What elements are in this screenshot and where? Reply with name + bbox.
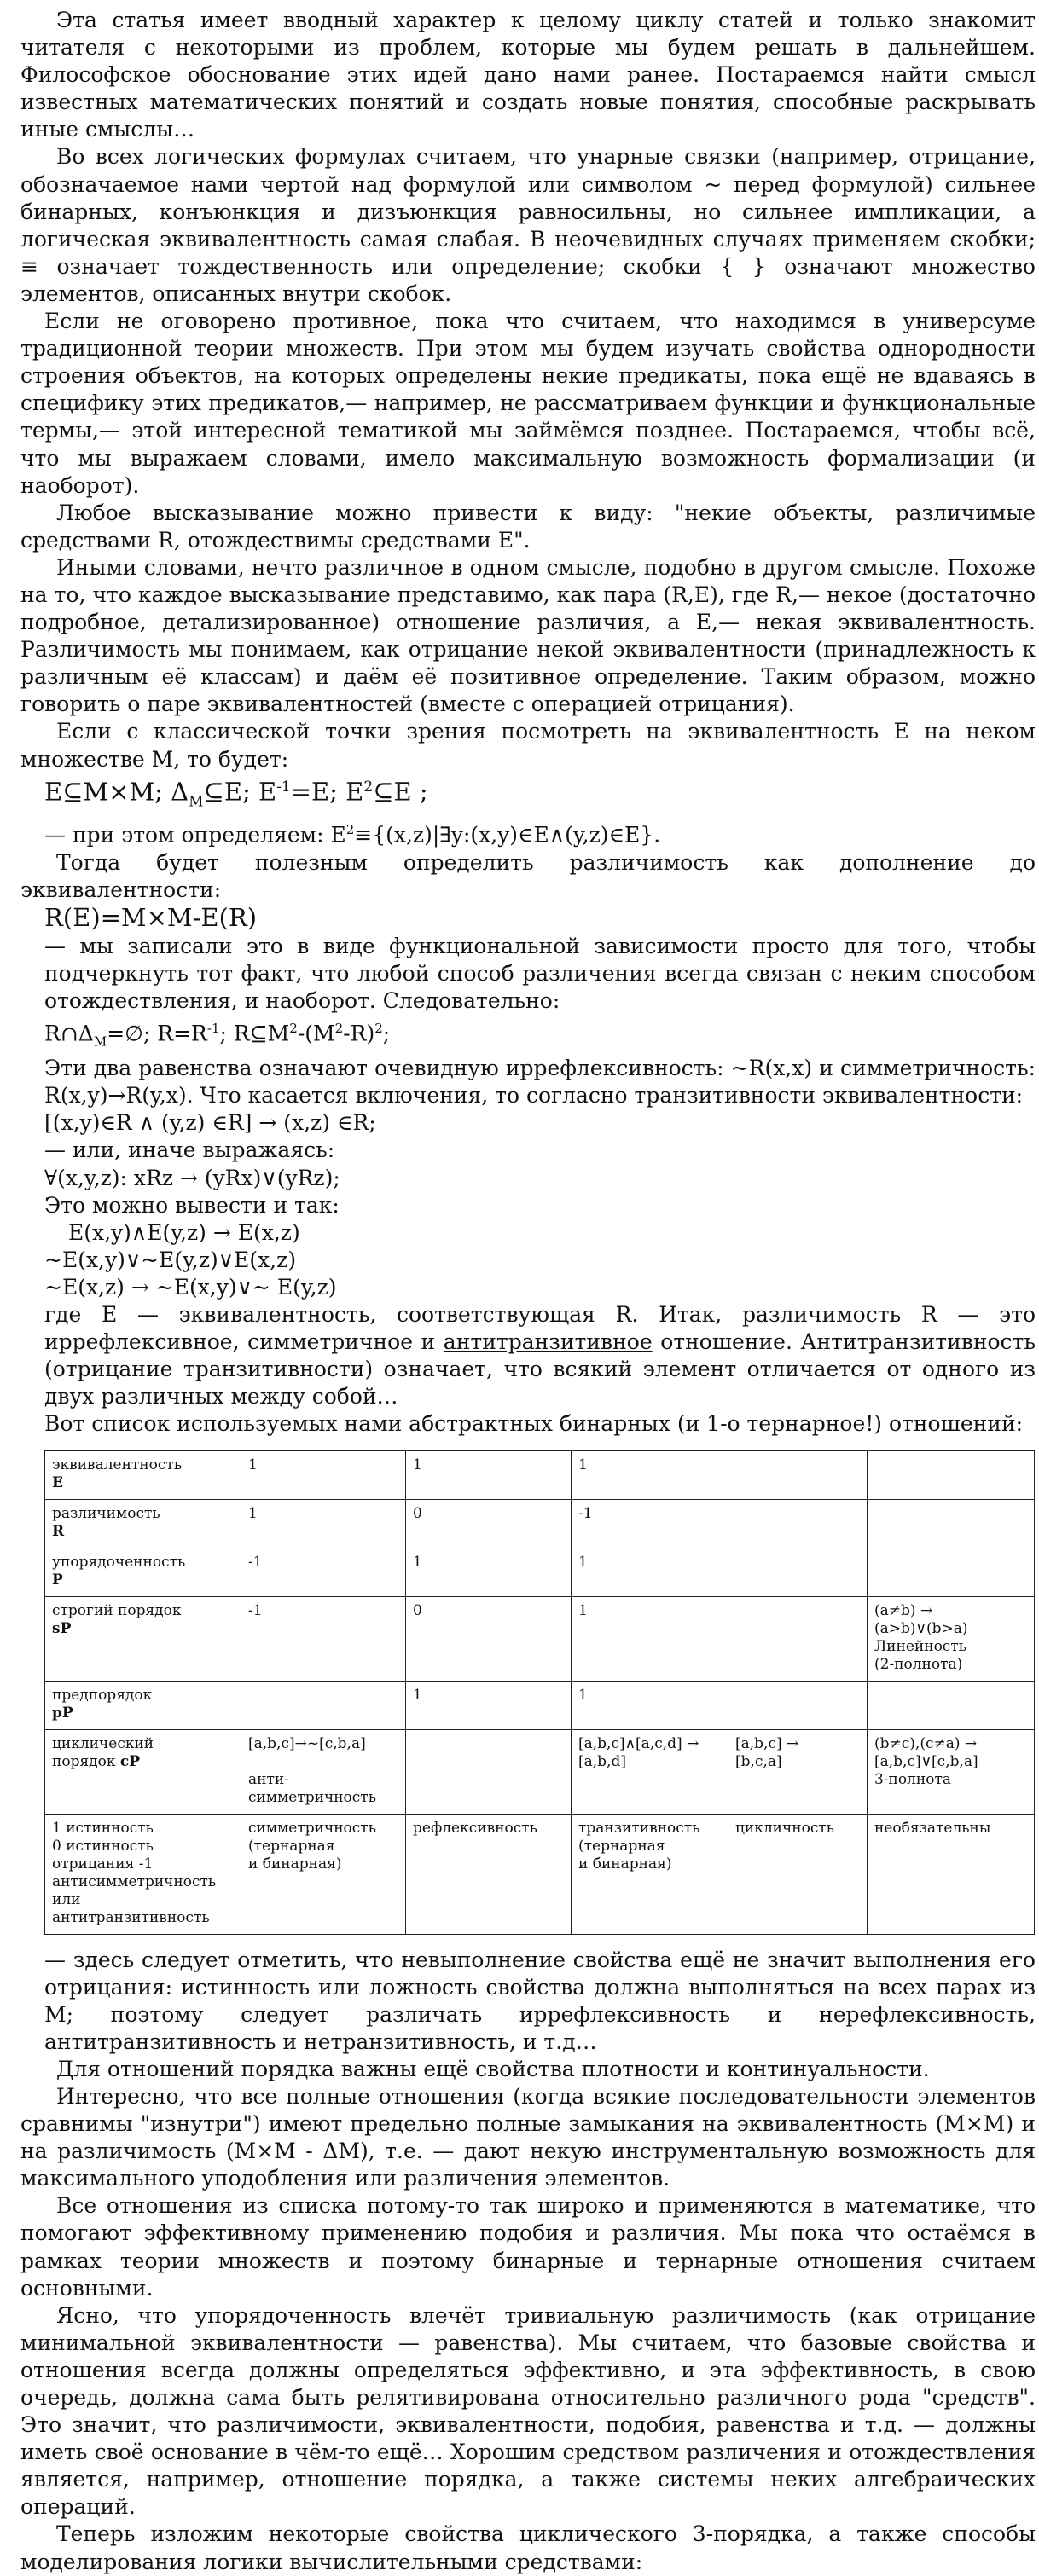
relations-table-body bbox=[45, 1450, 1035, 1934]
formula-part: -R) bbox=[343, 1021, 375, 1046]
line-list: Вот список используемых нами абстрактных бинарных (и 1-о тернарное!) отношений: bbox=[44, 1411, 1024, 1437]
formula-part: ; bbox=[382, 1021, 391, 1046]
formula-antitransitivity: ∀(x,y,z): xRz → (yRx)∨(yRz); bbox=[44, 1165, 340, 1190]
table-cell: необязательны bbox=[868, 1814, 1035, 1934]
table-cell: 1 bbox=[572, 1596, 728, 1681]
relation-name: предпорядок bbox=[52, 1686, 153, 1704]
formula-part: ; R⊆M bbox=[219, 1021, 290, 1046]
table-cell: 1 bbox=[572, 1548, 728, 1596]
formula-r-of-e: R(E)=M×M-E(R) bbox=[44, 903, 258, 933]
table-cell bbox=[868, 1499, 1035, 1548]
relation-name-cell bbox=[45, 1596, 241, 1681]
relation-symbol: E bbox=[52, 1473, 63, 1491]
table-cell: 1 bbox=[241, 1499, 406, 1548]
relation-symbol: pP bbox=[52, 1704, 73, 1722]
relation-name-cell bbox=[45, 1548, 241, 1596]
where-underlined: антитранзитивное bbox=[443, 1329, 653, 1355]
definition-sup: 2 bbox=[345, 822, 355, 838]
formula-sup: 2 bbox=[374, 1020, 383, 1036]
paragraph-intro: Эта статья имеет вводный характер к целому циклу статей и только знакомит читателя с некоторыми из проблем, которые мы будем решать в дальнейшем. Философское обоснование этих идей дано нами ранее. Постараемся найти смысл известных математических понятий и создать новые понятия, способные раскрывать иные смыслы… bbox=[20, 8, 1036, 142]
relation-symbol: P bbox=[52, 1571, 63, 1589]
paragraph-order: Ясно, что упорядоченность влечёт тривиальную различимость (как отрицание минимальной эквивалентности — равенства). Мы считаем, что базовые свойства и отношения всегда должны определяться эффективно, и эта эффективность, в свою очередь, должна сама быть релятивирована относительно различного рода "средств". Это значит, что различимости, эквивалентности, подобия, равенства и т.д. — должны иметь своё основание в чём-то ещё… Хорошим средством различения и отождествления является, например, отношение порядка, а также системы неких алгебраических операций. bbox=[20, 2302, 1036, 2520]
table-cell: 1 bbox=[406, 1548, 572, 1596]
formula-equivalence-properties bbox=[20, 773, 1036, 817]
relation-name-cell bbox=[45, 1814, 241, 1934]
line-or: — или, иначе выражаясь: bbox=[44, 1137, 335, 1163]
paragraph-where bbox=[20, 1301, 1036, 1410]
article bbox=[20, 0, 1036, 2576]
formula-part: ⊆E ; bbox=[373, 777, 428, 807]
relation-symbol: cP bbox=[119, 1752, 141, 1770]
line-useful: Тогда будет полезным определить различимость как дополнение до эквивалентности: bbox=[20, 849, 1036, 902]
table-cell: 0 bbox=[406, 1499, 572, 1548]
where-text-end: отношение. Антитранзитивность (отрицание транзитивности) означает, что всякий элемент отличается от одного из двух различных между собой… bbox=[44, 1329, 1036, 1410]
paragraph-complete-relations: Интересно, что все полные отношения (когда всякие последовательности элементов сравнимы "изнутри") имеют предельно полные замыкания на эквивалентность (M×M) и на различимость (M×M - ΔM), т.е. — дают некую инструментальную возможность для максимального уподобления или различения элементов. bbox=[20, 2083, 1036, 2191]
table-cell bbox=[868, 1681, 1035, 1729]
table-cell: [a,b,c]∧[a,c,d] → [a,b,d] bbox=[572, 1729, 728, 1814]
table-cell: 1 bbox=[406, 1450, 572, 1499]
formula-derivation-2: ~E(x,y)∨~E(y,z)∨E(x,z) bbox=[44, 1247, 297, 1272]
table-cell: (b≠c),(c≠a) → [a,b,c]∨[c,b,a] 3-полнота bbox=[868, 1729, 1035, 1814]
formula-sup: -1 bbox=[206, 1020, 220, 1036]
table-row bbox=[45, 1814, 1035, 1934]
formula-sub: M bbox=[93, 1033, 107, 1050]
formula-part: ⊆E; E bbox=[203, 777, 277, 807]
relation-name: 1 истинность 0 истинность отрицания -1 антисимметричность или антитранзитивность bbox=[52, 1819, 217, 1926]
table-row bbox=[45, 1548, 1035, 1596]
table-cell bbox=[868, 1450, 1035, 1499]
definition-set: ≡{(x,z)|∃y:(x,y)∈E∧(y,z)∈E}. bbox=[354, 822, 661, 848]
formula-sup: -1 bbox=[276, 778, 291, 796]
table-cell: 1 bbox=[572, 1681, 728, 1729]
formula-part: =E; E bbox=[290, 777, 364, 807]
table-cell: 0 bbox=[406, 1596, 572, 1681]
formula-transitivity: [(x,y)∈R ∧ (y,z) ∈R] → (x,z) ∈R; bbox=[44, 1110, 376, 1136]
relations-table bbox=[44, 1450, 1035, 1935]
table-cell: цикличность bbox=[728, 1814, 868, 1934]
table-cell: [a,b,c]→~[c,b,a] анти- симметричность bbox=[241, 1729, 406, 1814]
formula-sup: 2 bbox=[363, 778, 374, 796]
paragraph-density: Для отношений порядка важны ещё свойства плотности и континуальности. bbox=[56, 2056, 930, 2081]
table-cell bbox=[728, 1499, 868, 1548]
table-cell: -1 bbox=[572, 1499, 728, 1548]
relation-name-cell bbox=[45, 1450, 241, 1499]
paragraph-in-other-words: Иными словами, нечто различное в одном смысле, подобно в другом смысле. Похоже на то, что каждое высказывание представимо, как пара (R,E), где R,— некое (достаточно подробное, детализированное) отношение различия, а E,— некая эквивалентность. Различимость мы понимаем, как отрицание некой эквивалентности (принадлежность к различным её классам) и даём её позитивное определение. Таким образом, можно говорить о паре эквивалентностей (вместе с операцией отрицания). bbox=[20, 554, 1036, 717]
relation-name-cell bbox=[45, 1681, 241, 1729]
table-row bbox=[45, 1450, 1035, 1499]
table-cell: 1 bbox=[406, 1681, 572, 1729]
formula-sup: 2 bbox=[334, 1020, 344, 1036]
table-cell bbox=[728, 1548, 868, 1596]
table-row bbox=[45, 1499, 1035, 1548]
table-cell: транзитивность (тернарная и бинарная) bbox=[572, 1814, 728, 1934]
table-cell bbox=[728, 1450, 868, 1499]
table-cell bbox=[406, 1729, 572, 1814]
definition-text: — при этом определяем: E bbox=[44, 822, 346, 848]
relation-name: строгий порядок bbox=[52, 1601, 182, 1619]
formula-sub: M bbox=[189, 793, 204, 811]
table-cell bbox=[728, 1681, 868, 1729]
paragraph-statement: Любое высказывание можно привести к виду: "некие объекты, различимые средствами R, отождествимы средствами E". bbox=[20, 500, 1036, 553]
table-cell: -1 bbox=[241, 1596, 406, 1681]
formula-part: -(M bbox=[297, 1021, 335, 1046]
line-derive: Это можно вывести и так: bbox=[44, 1192, 340, 1218]
paragraph-universe: Если не оговорено противное, пока что считаем, что находимся в универсуме традиционной теории множеств. При этом мы будем изучать свойства однородности строения объектов, на которых определены некие предикаты, пока ещё не вдаваясь в специфику этих предикатов,— например, не рассматриваем функции и функциональные термы,— этой интересной тематикой мы займёмся позднее. Постараемся, чтобы всё, что мы выражаем словами, имело максимальную возможность формализации (и наоборот). bbox=[20, 309, 1036, 498]
paragraph-note: — здесь следует отметить, что невыполнение свойства ещё не значит выполнения его отрицания: истинность или ложность свойства должна выполняться на всех парах из M; поэтому следует различать иррефлексивность и нерефлексивность, антитранзитивность и нетранзитивность, и т.д… bbox=[44, 1947, 1036, 2054]
table-cell bbox=[728, 1596, 868, 1681]
paragraph-functional: — мы записали это в виде функциональной зависимости просто для того, чтобы подчеркнуть тот факт, что любой способ различения всегда связан с неким способом отождествления, и наоборот. Следовательно: bbox=[44, 933, 1036, 1013]
relation-symbol: R bbox=[52, 1522, 65, 1540]
paragraph-notation: Во всех логических формулах считаем, что унарные связки (например, отрицание, обозначаемое нами чертой над формулой или символом ~ перед формулой) сильнее бинарных, конъюнкция и дизъюнкция равносильны, но сильнее импликации, а логическая эквивалентность самая слабая. В неочевидных случаях применяем скобки; ≡ означает тождественность или определение; скобки { } означают множество элементов, описанных внутри скобок. bbox=[20, 144, 1036, 306]
formula-r-properties bbox=[20, 1015, 1036, 1055]
table-cell bbox=[241, 1681, 406, 1729]
table-cell: симметричность (тернарная и бинарная) bbox=[241, 1814, 406, 1934]
paragraph-classical: Если с классической точки зрения посмотреть на эквивалентность E на неком множестве M, то будет: bbox=[20, 719, 1036, 772]
table-cell: (a≠b) → (a>b)∨(b>a) Линейность (2-полнота) bbox=[868, 1596, 1035, 1681]
relation-name: упорядоченность bbox=[52, 1553, 186, 1571]
relation-name-cell bbox=[45, 1499, 241, 1548]
relation-name: циклический порядок bbox=[52, 1734, 154, 1770]
where-text: где E — эквивалентность, соответствующая R. Итак, различимость R — это иррефлексивное, симметричное и bbox=[44, 1302, 1036, 1355]
paragraph-list-relations: Все отношения из списка потому-то так широко и применяются в математике, что помогают эффективному применению подобия и различия. Мы пока что остаёмся в рамках теории множеств и поэтому бинарные и тернарные отношения считаем основными. bbox=[20, 2193, 1036, 2301]
relation-symbol: sP bbox=[52, 1619, 72, 1637]
relation-name: эквивалентность bbox=[52, 1456, 183, 1473]
formula-part: =∅; R=R bbox=[107, 1021, 207, 1046]
table-cell: -1 bbox=[241, 1548, 406, 1596]
table-row bbox=[45, 1596, 1035, 1681]
table-cell: рефлексивность bbox=[406, 1814, 572, 1934]
formula-part: E⊆M×M; Δ bbox=[44, 777, 189, 807]
table-cell bbox=[868, 1548, 1035, 1596]
table-cell: [a,b,c] → [b,c,a] bbox=[728, 1729, 868, 1814]
table-cell: 1 bbox=[241, 1450, 406, 1499]
formula-derivation-1: E(x,y)∧E(y,z) → E(x,z) bbox=[68, 1219, 300, 1245]
definition-e-squared bbox=[20, 816, 1036, 848]
paragraph-cyclic: Теперь изложим некоторые свойства циклического 3-порядка, а также способы моделирования логики вычислительными средствами: bbox=[20, 2521, 1036, 2574]
formula-derivation-3: ~E(x,z) → ~E(x,y)∨~ E(y,z) bbox=[44, 1274, 337, 1300]
formula-part: R∩Δ bbox=[44, 1021, 94, 1046]
relation-name: различимость bbox=[52, 1504, 160, 1522]
relation-name-cell bbox=[45, 1729, 241, 1814]
formula-sup: 2 bbox=[289, 1020, 298, 1036]
paragraph-equalities: Эти два равенства означают очевидную иррефлексивность: ~R(x,x) и симметричность: R(x,y)→R(y,x). Что касается включения, то согласно транзитивности эквивалентности: bbox=[44, 1056, 1036, 1109]
table-row bbox=[45, 1681, 1035, 1729]
table-cell: 1 bbox=[572, 1450, 728, 1499]
table-row bbox=[45, 1729, 1035, 1814]
